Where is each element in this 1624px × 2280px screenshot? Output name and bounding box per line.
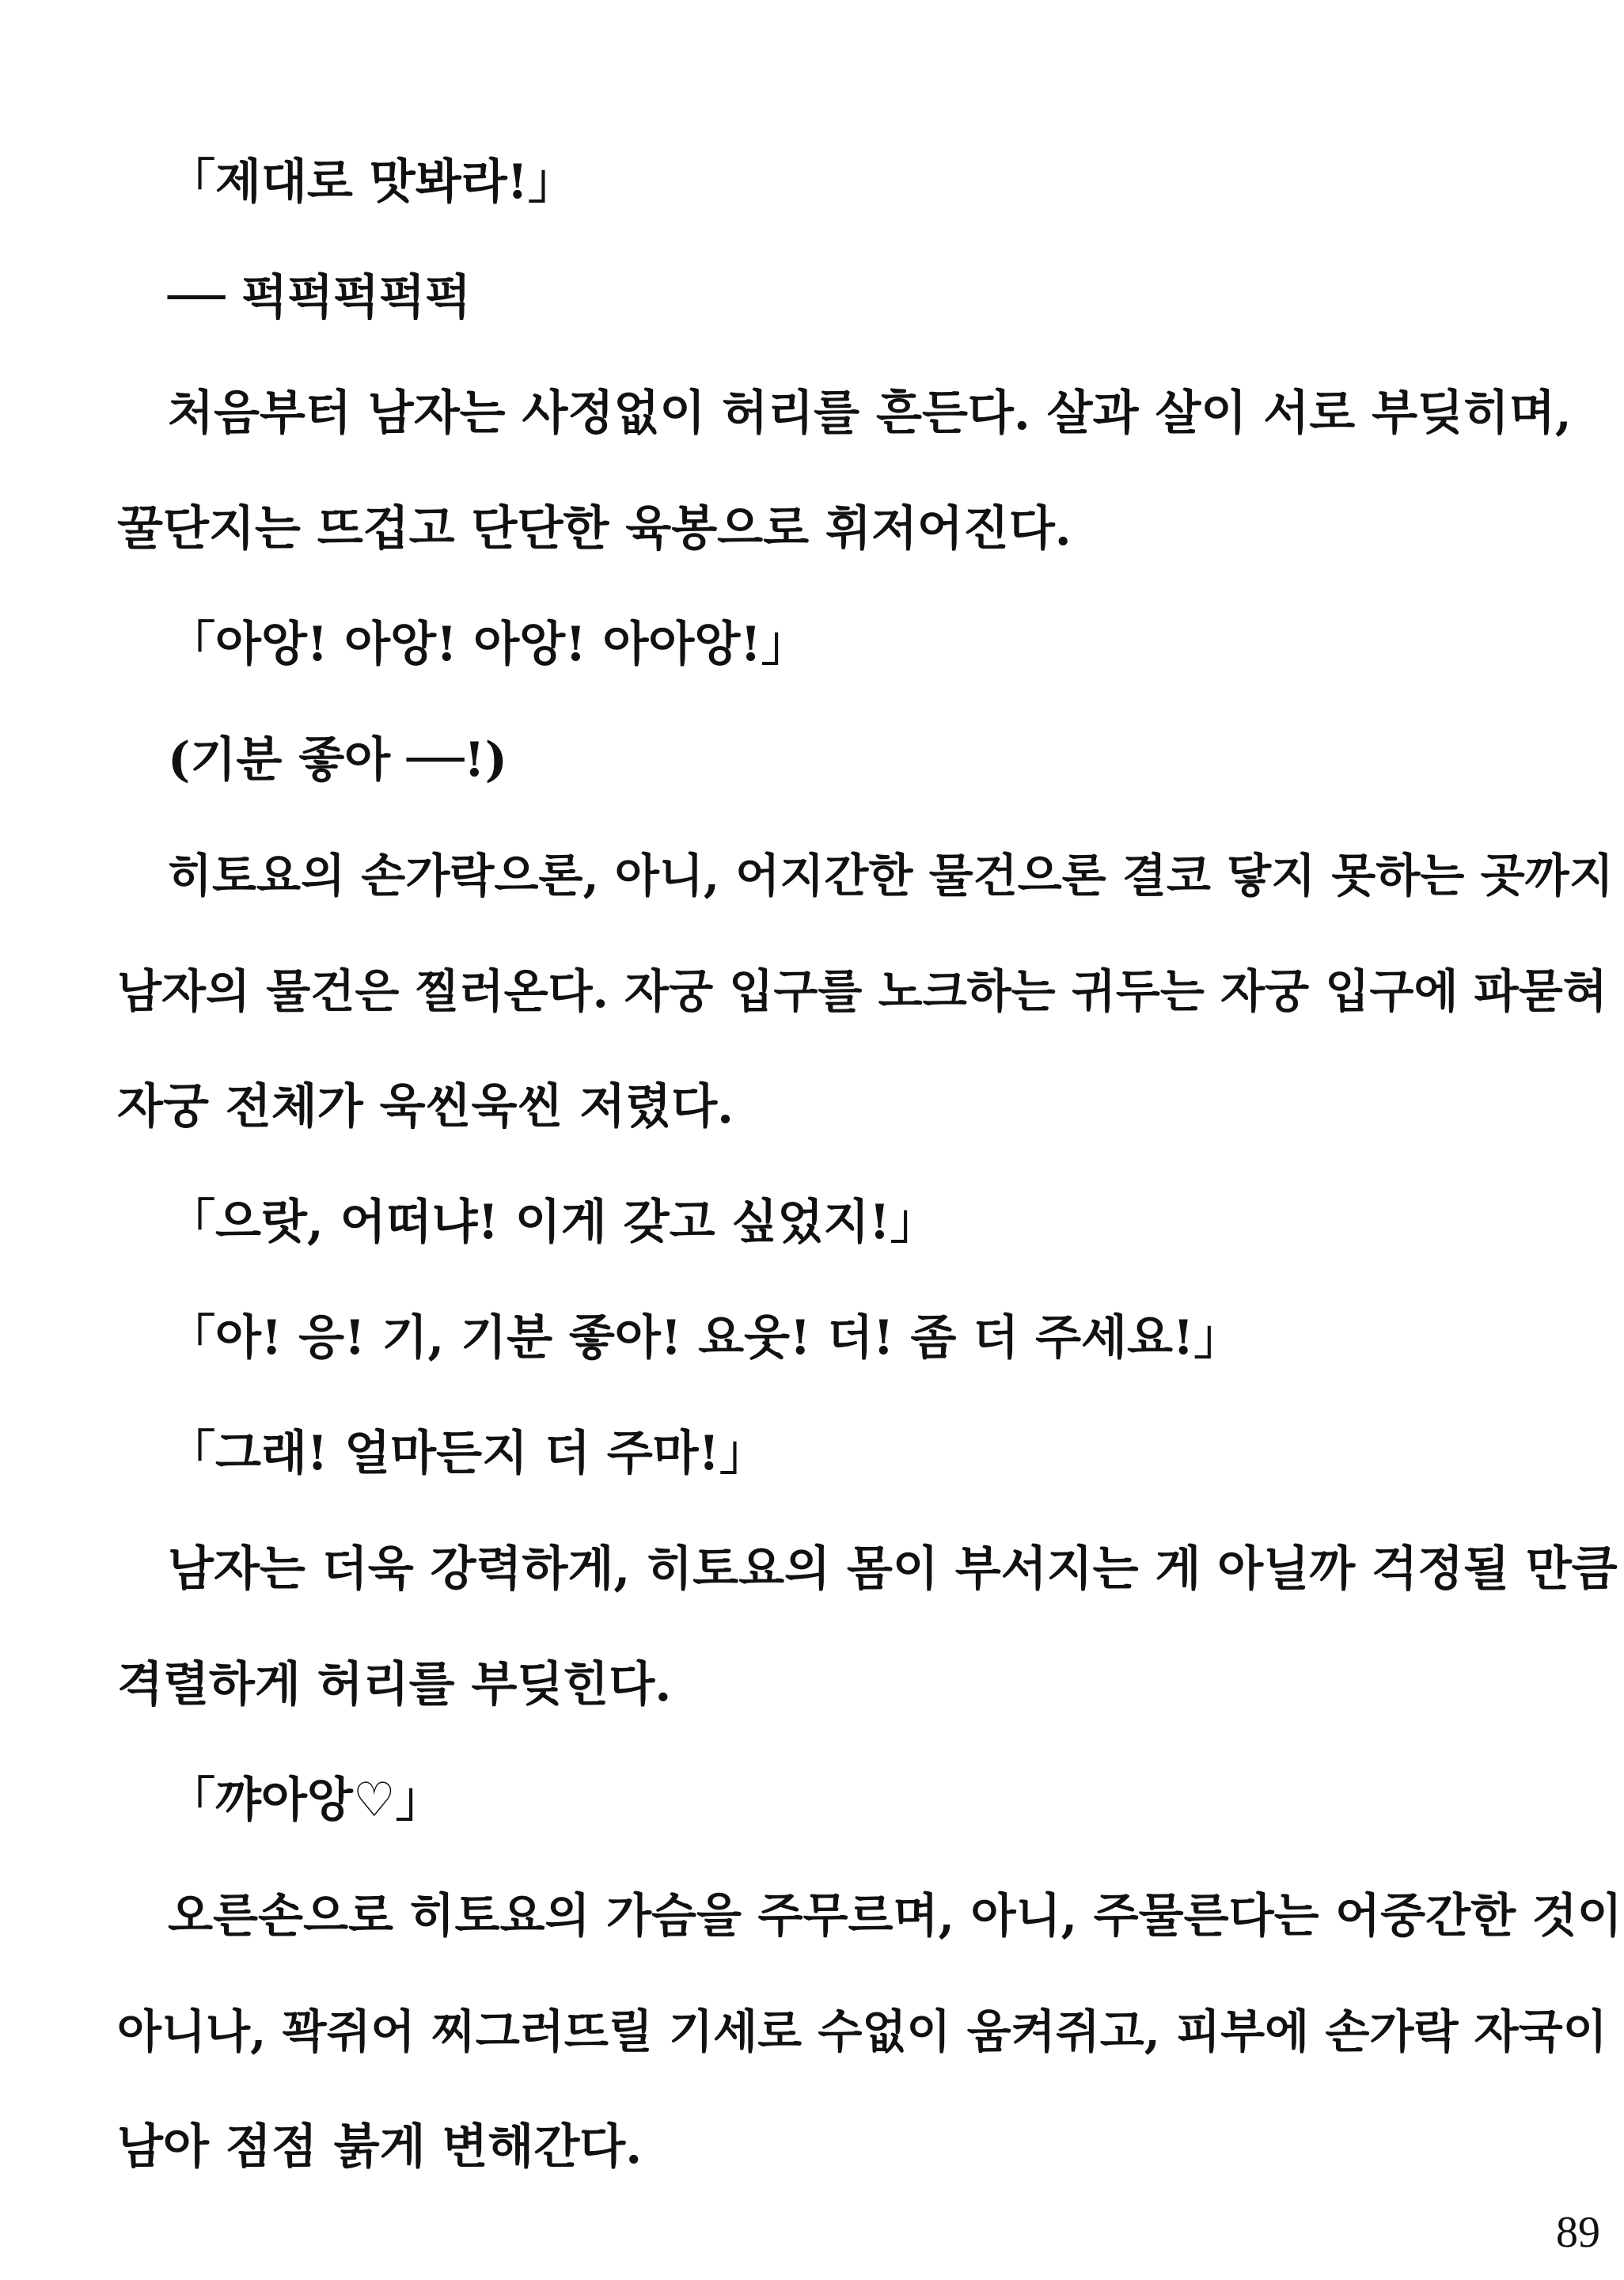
text-line-7: 히토요의 손가락으론, 아니, 어지간한 물건으론 결코 닿지 못하는 곳까지 [168,849,1614,902]
text-line-1: 「제대로 맛봐라!」 [168,154,575,210]
text-line-4: 꿀단지는 뜨겁고 단단한 육봉으로 휘저어진다. [117,501,1072,557]
text-line-12: 「그래! 얼마든지 더 주마!」 [168,1426,767,1481]
text-line-8: 남자의 물건은 찔러온다. 자궁 입구를 노크하는 귀두는 자궁 입구에 파묻혀 [117,964,1607,1018]
text-line-9: 자궁 전체가 욱씬욱씬 저렸다. [117,1079,734,1134]
text-line-13: 남자는 더욱 강력하게, 히토요의 몸이 부서지는 게 아닐까 걱정될 만큼 [168,1541,1618,1597]
text-line-16: 오른손으로 히토요의 가슴을 주무르며, 아니, 주물른다는 어중간한 것이 [168,1888,1622,1943]
text-line-6: (기분 좋아 ──!) [168,732,507,788]
text-line-15: 「꺄아앙♡」 [168,1773,443,1828]
text-line-17: 아니나, 꽉쥐어 찌그러뜨릴 기세로 수없이 움켜쥐고, 피부에 손가락 자국이 [117,2004,1607,2058]
text-line-18: 남아 점점 붉게 변해간다. [117,2119,643,2175]
text-line-5: 「아앙! 아앙! 아앙! 아아앙!」 [168,617,809,672]
text-line-3: 처음부터 남자는 사정없이 허리를 흔든다. 살과 살이 서로 부딪히며, [168,386,1572,441]
text-line-2: ── 퍽퍽퍽퍽퍽 [168,270,471,325]
text-line-10: 「으랏, 어떠냐! 이게 갖고 싶었지!」 [168,1195,938,1250]
text-line-14: 격렬하게 허리를 부딪힌다. [117,1657,672,1712]
page-number: 89 [1556,2208,1600,2257]
text-line-11: 「아! 응! 기, 기분 좋아! 요웃! 더! 좀 더 주세요!」 [168,1310,1242,1366]
